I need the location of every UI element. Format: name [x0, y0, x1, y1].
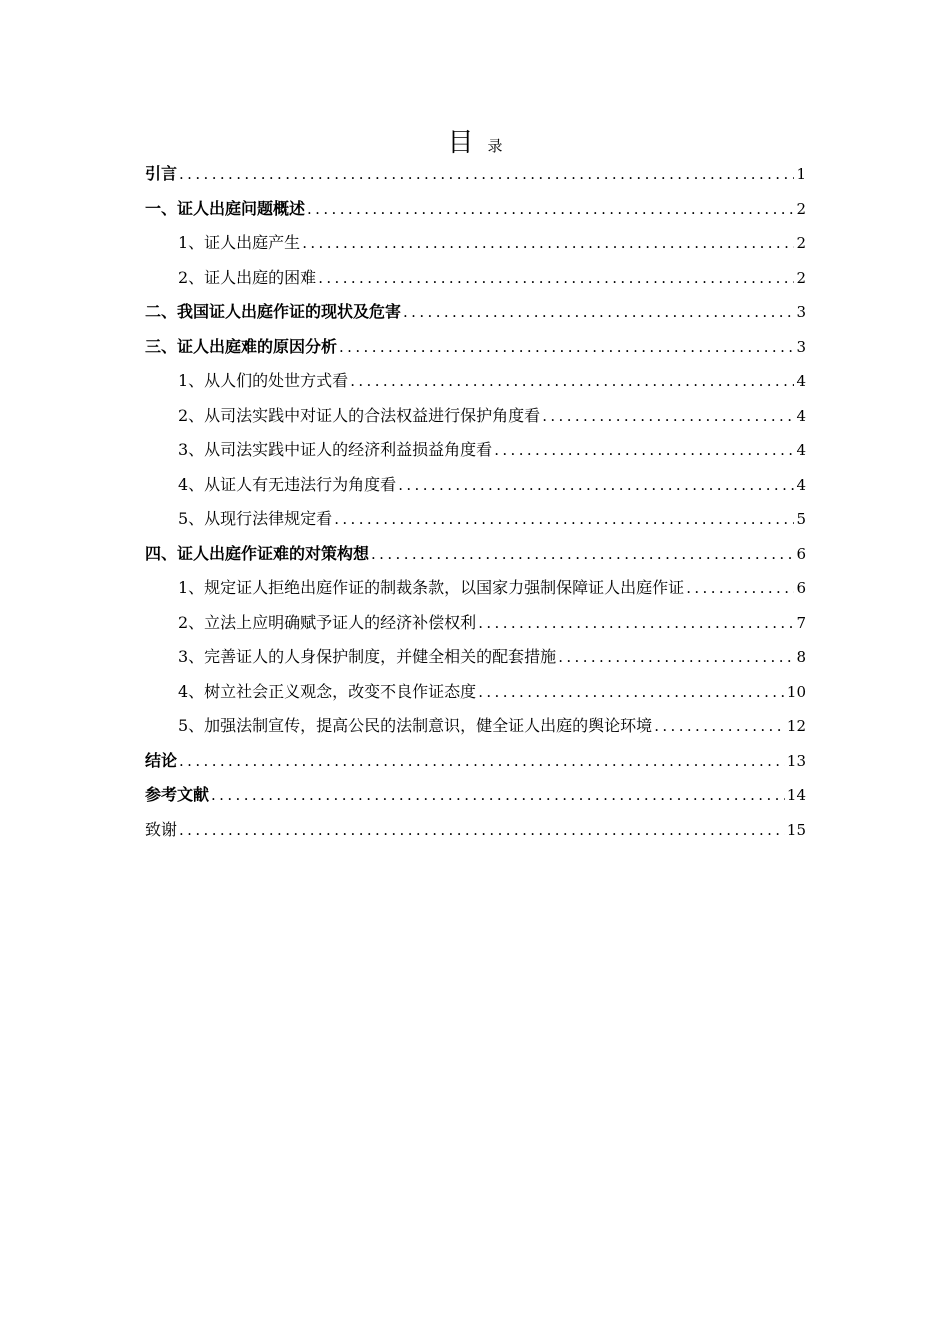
toc-entry[interactable]: [145, 226, 806, 261]
toc-entry-title: 1、从人们的处世方式看: [178, 371, 349, 390]
toc-title-main: 目: [447, 128, 474, 158]
toc-entry[interactable]: [145, 261, 806, 296]
toc-entry[interactable]: [145, 399, 806, 434]
toc-entry[interactable]: [145, 330, 806, 365]
toc-entry-page: 3: [796, 337, 806, 356]
toc-entry-title: 四、证人出庭作证难的对策构想: [145, 543, 370, 563]
toc-dot-leader: [179, 744, 785, 779]
toc-entry-title: 2、立法上应明确赋予证人的经济补偿权利: [178, 612, 477, 632]
toc-entry-page: 3: [796, 303, 806, 321]
toc-entry[interactable]: [145, 157, 806, 192]
toc-entry-page: 15: [786, 820, 806, 839]
toc-dot-leader: [654, 709, 785, 744]
toc-entry-page: 6: [796, 579, 806, 597]
toc-entry-page: 4: [796, 441, 806, 459]
toc-dot-leader: [339, 330, 794, 365]
toc-entry-page: 5: [796, 510, 806, 528]
toc-entry-page: 8: [796, 648, 806, 666]
toc-dot-leader: [318, 261, 794, 296]
toc-dot-leader: [542, 399, 794, 434]
toc-dot-leader: [211, 778, 785, 813]
toc-entry-page: 2: [796, 268, 806, 287]
toc-entry-page: 2: [796, 199, 806, 218]
toc-dot-leader: [478, 606, 794, 641]
toc-dot-leader: [398, 468, 794, 503]
toc-entry[interactable]: [145, 813, 806, 848]
toc-entry[interactable]: [145, 778, 806, 813]
toc-dot-leader: [334, 502, 794, 537]
toc-entry-title: 4、从证人有无违法行为角度看: [178, 474, 397, 494]
toc-entry[interactable]: [145, 606, 806, 641]
toc-entry[interactable]: [145, 675, 806, 710]
toc-entry-page: 2: [796, 234, 806, 252]
table-of-contents: [145, 157, 806, 847]
toc-entry-title: 3、完善证人的人身保护制度，并健全相关的配套措施: [178, 647, 557, 666]
toc-entry-page: 4: [796, 475, 806, 494]
toc-entry-page: 1: [796, 165, 806, 183]
toc-entry-title: 3、从司法实践中证人的经济利益损益角度看: [178, 440, 493, 459]
toc-entry[interactable]: [145, 709, 806, 744]
toc-entry[interactable]: [145, 364, 806, 399]
toc-dot-leader: [371, 537, 794, 572]
toc-entry-title: 二、我国证人出庭作证的现状及危害: [145, 302, 402, 321]
toc-dot-leader: [478, 675, 785, 710]
toc-entry-page: 14: [786, 786, 806, 804]
toc-entry[interactable]: [145, 192, 806, 227]
toc-entry-title: 引言: [145, 164, 178, 183]
toc-dot-leader: [558, 640, 794, 675]
toc-entry[interactable]: [145, 640, 806, 675]
toc-entry-page: 6: [796, 544, 806, 563]
toc-entry[interactable]: [145, 295, 806, 330]
toc-dot-leader: [179, 157, 794, 192]
toc-dot-leader: [350, 364, 794, 399]
toc-entry[interactable]: [145, 468, 806, 503]
toc-entry-title: 一、证人出庭问题概述: [145, 198, 306, 218]
toc-entry-title: 2、从司法实践中对证人的合法权益进行保护角度看: [178, 405, 541, 425]
toc-entry[interactable]: [145, 433, 806, 468]
toc-dot-leader: [403, 295, 794, 330]
toc-entry-title: 1、证人出庭产生: [178, 233, 301, 252]
toc-entry-title: 1、规定证人拒绝出庭作证的制裁条款，以国家力强制保障证人出庭作证: [178, 578, 685, 597]
toc-entry-title: 2、证人出庭的困难: [178, 267, 317, 287]
toc-title: [0, 122, 950, 159]
toc-entry-page: 13: [786, 751, 806, 770]
toc-entry-title: 三、证人出庭难的原因分析: [145, 336, 338, 356]
toc-dot-leader: [494, 433, 794, 468]
toc-entry-title: 4、树立社会正义观念，改变不良作证态度: [178, 681, 477, 701]
toc-dot-leader: [302, 226, 794, 261]
toc-dot-leader: [307, 192, 794, 227]
toc-entry-title: 5、加强法制宣传，提高公民的法制意识，健全证人出庭的舆论环境: [178, 716, 653, 735]
toc-entry-title: 结论: [145, 750, 178, 770]
toc-title-suffix: 录: [487, 137, 503, 155]
toc-entry-title: 5、从现行法律规定看: [178, 509, 333, 528]
toc-entry[interactable]: [145, 571, 806, 606]
toc-entry-title: 参考文献: [145, 785, 210, 804]
toc-entry[interactable]: [145, 744, 806, 779]
toc-entry-page: 4: [796, 372, 806, 390]
toc-dot-leader: [686, 571, 794, 606]
toc-entry-page: 7: [796, 613, 806, 632]
toc-entry[interactable]: [145, 537, 806, 572]
toc-entry-page: 10: [786, 682, 806, 701]
toc-entry-title: 致谢: [145, 819, 178, 839]
toc-entry[interactable]: [145, 502, 806, 537]
toc-entry-page: 4: [796, 406, 806, 425]
toc-dot-leader: [179, 813, 785, 848]
toc-entry-page: 12: [786, 717, 806, 735]
